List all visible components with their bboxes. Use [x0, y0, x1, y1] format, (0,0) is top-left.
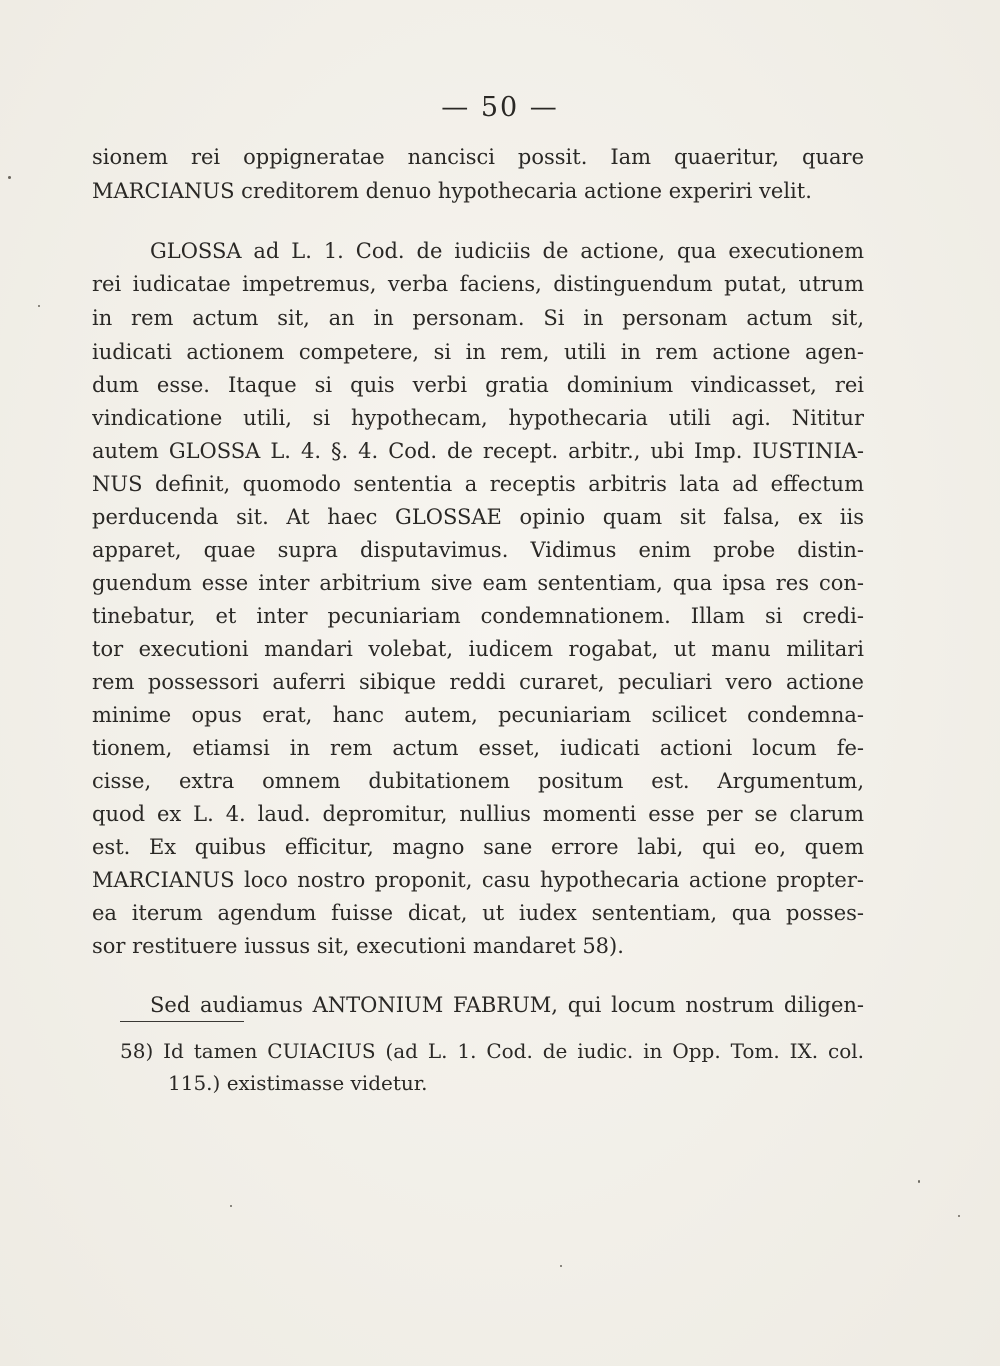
text-line: est. Ex quibus efficitur, magno sane errore labi, qui eo, quem — [92, 835, 864, 859]
text-line: dum esse. Itaque si quis verbi gratia dominium vindicasset, rei — [92, 373, 864, 397]
text-line: perducenda sit. At haec GLOSSAE opinio quam sit falsa, ex iis — [92, 505, 864, 529]
text-line: Sed audiamus ANTONIUM FABRUM, qui locum nostrum diligen- — [150, 993, 864, 1017]
footnote-divider — [120, 1021, 244, 1022]
text-line: rei iudicatae impetremus, verba faciens, distinguendum putat, utrum — [92, 272, 864, 296]
paper-speck — [918, 1180, 920, 1183]
text-line: GLOSSA ad L. 1. Cod. de iudiciis de actione, qua executionem — [150, 239, 864, 263]
page-number: — 50 — — [441, 92, 559, 123]
paper-speck — [230, 1205, 232, 1207]
text-line: tor executioni mandari volebat, iudicem rogabat, ut manu militari — [92, 637, 864, 661]
footnote-line: 115.) existimasse videtur. — [168, 1071, 428, 1095]
text-line: minime opus erat, hanc autem, pecuniariam scilicet condemna- — [92, 703, 864, 727]
text-line: MARCIANUS loco nostro proponit, casu hypothecaria actione propter- — [92, 868, 864, 892]
text-line: guendum esse inter arbitrium sive eam sententiam, qua ipsa res con- — [92, 571, 864, 595]
text-line: NUS definit, quomodo sententia a receptis arbitris lata ad effectum — [92, 472, 864, 496]
text-line: iudicati actionem competere, si in rem, utili in rem actione agen- — [92, 340, 864, 364]
text-line: in rem actum sit, an in personam. Si in personam actum sit, — [92, 306, 864, 330]
footnote-line: 58) Id tamen CUIACIUS (ad L. 1. Cod. de iudic. in Opp. Tom. IX. col. — [120, 1039, 864, 1063]
text-line: sionem rei oppigneratae nancisci possit. Iam quaeritur, quare — [92, 145, 864, 169]
text-line: tionem, etiamsi in rem actum esset, iudicati actioni locum fe- — [92, 736, 864, 760]
text-line: ea iterum agendum fuisse dicat, ut iudex sententiam, qua posses- — [92, 901, 864, 925]
text-line: vindicatione utili, si hypothecam, hypothecaria utili agi. Nititur — [92, 406, 864, 430]
text-line: autem GLOSSA L. 4. §. 4. Cod. de recept. arbitr., ubi Imp. IUSTINIA- — [92, 439, 864, 463]
paper-speck — [560, 1265, 562, 1267]
paper-speck — [958, 1215, 960, 1217]
text-line: cisse, extra omnem dubitationem positum est. Argumentum, — [92, 769, 864, 793]
text-line: apparet, quae supra disputavimus. Vidimus enim probe distin- — [92, 538, 864, 562]
text-line: quod ex L. 4. laud. depromitur, nullius momenti esse per se clarum — [92, 802, 864, 826]
paper-speck — [8, 176, 11, 179]
text-line: sor restituere iussus sit, executioni mandaret 58). — [92, 934, 624, 958]
paper-speck — [38, 305, 40, 307]
text-line: tinebatur, et inter pecuniariam condemnationem. Illam si credi- — [92, 604, 864, 628]
text-line: rem possessori auferri sibique reddi curaret, peculiari vero actione — [92, 670, 864, 694]
text-line: MARCIANUS creditorem denuo hypothecaria actione experiri velit. — [92, 179, 812, 203]
